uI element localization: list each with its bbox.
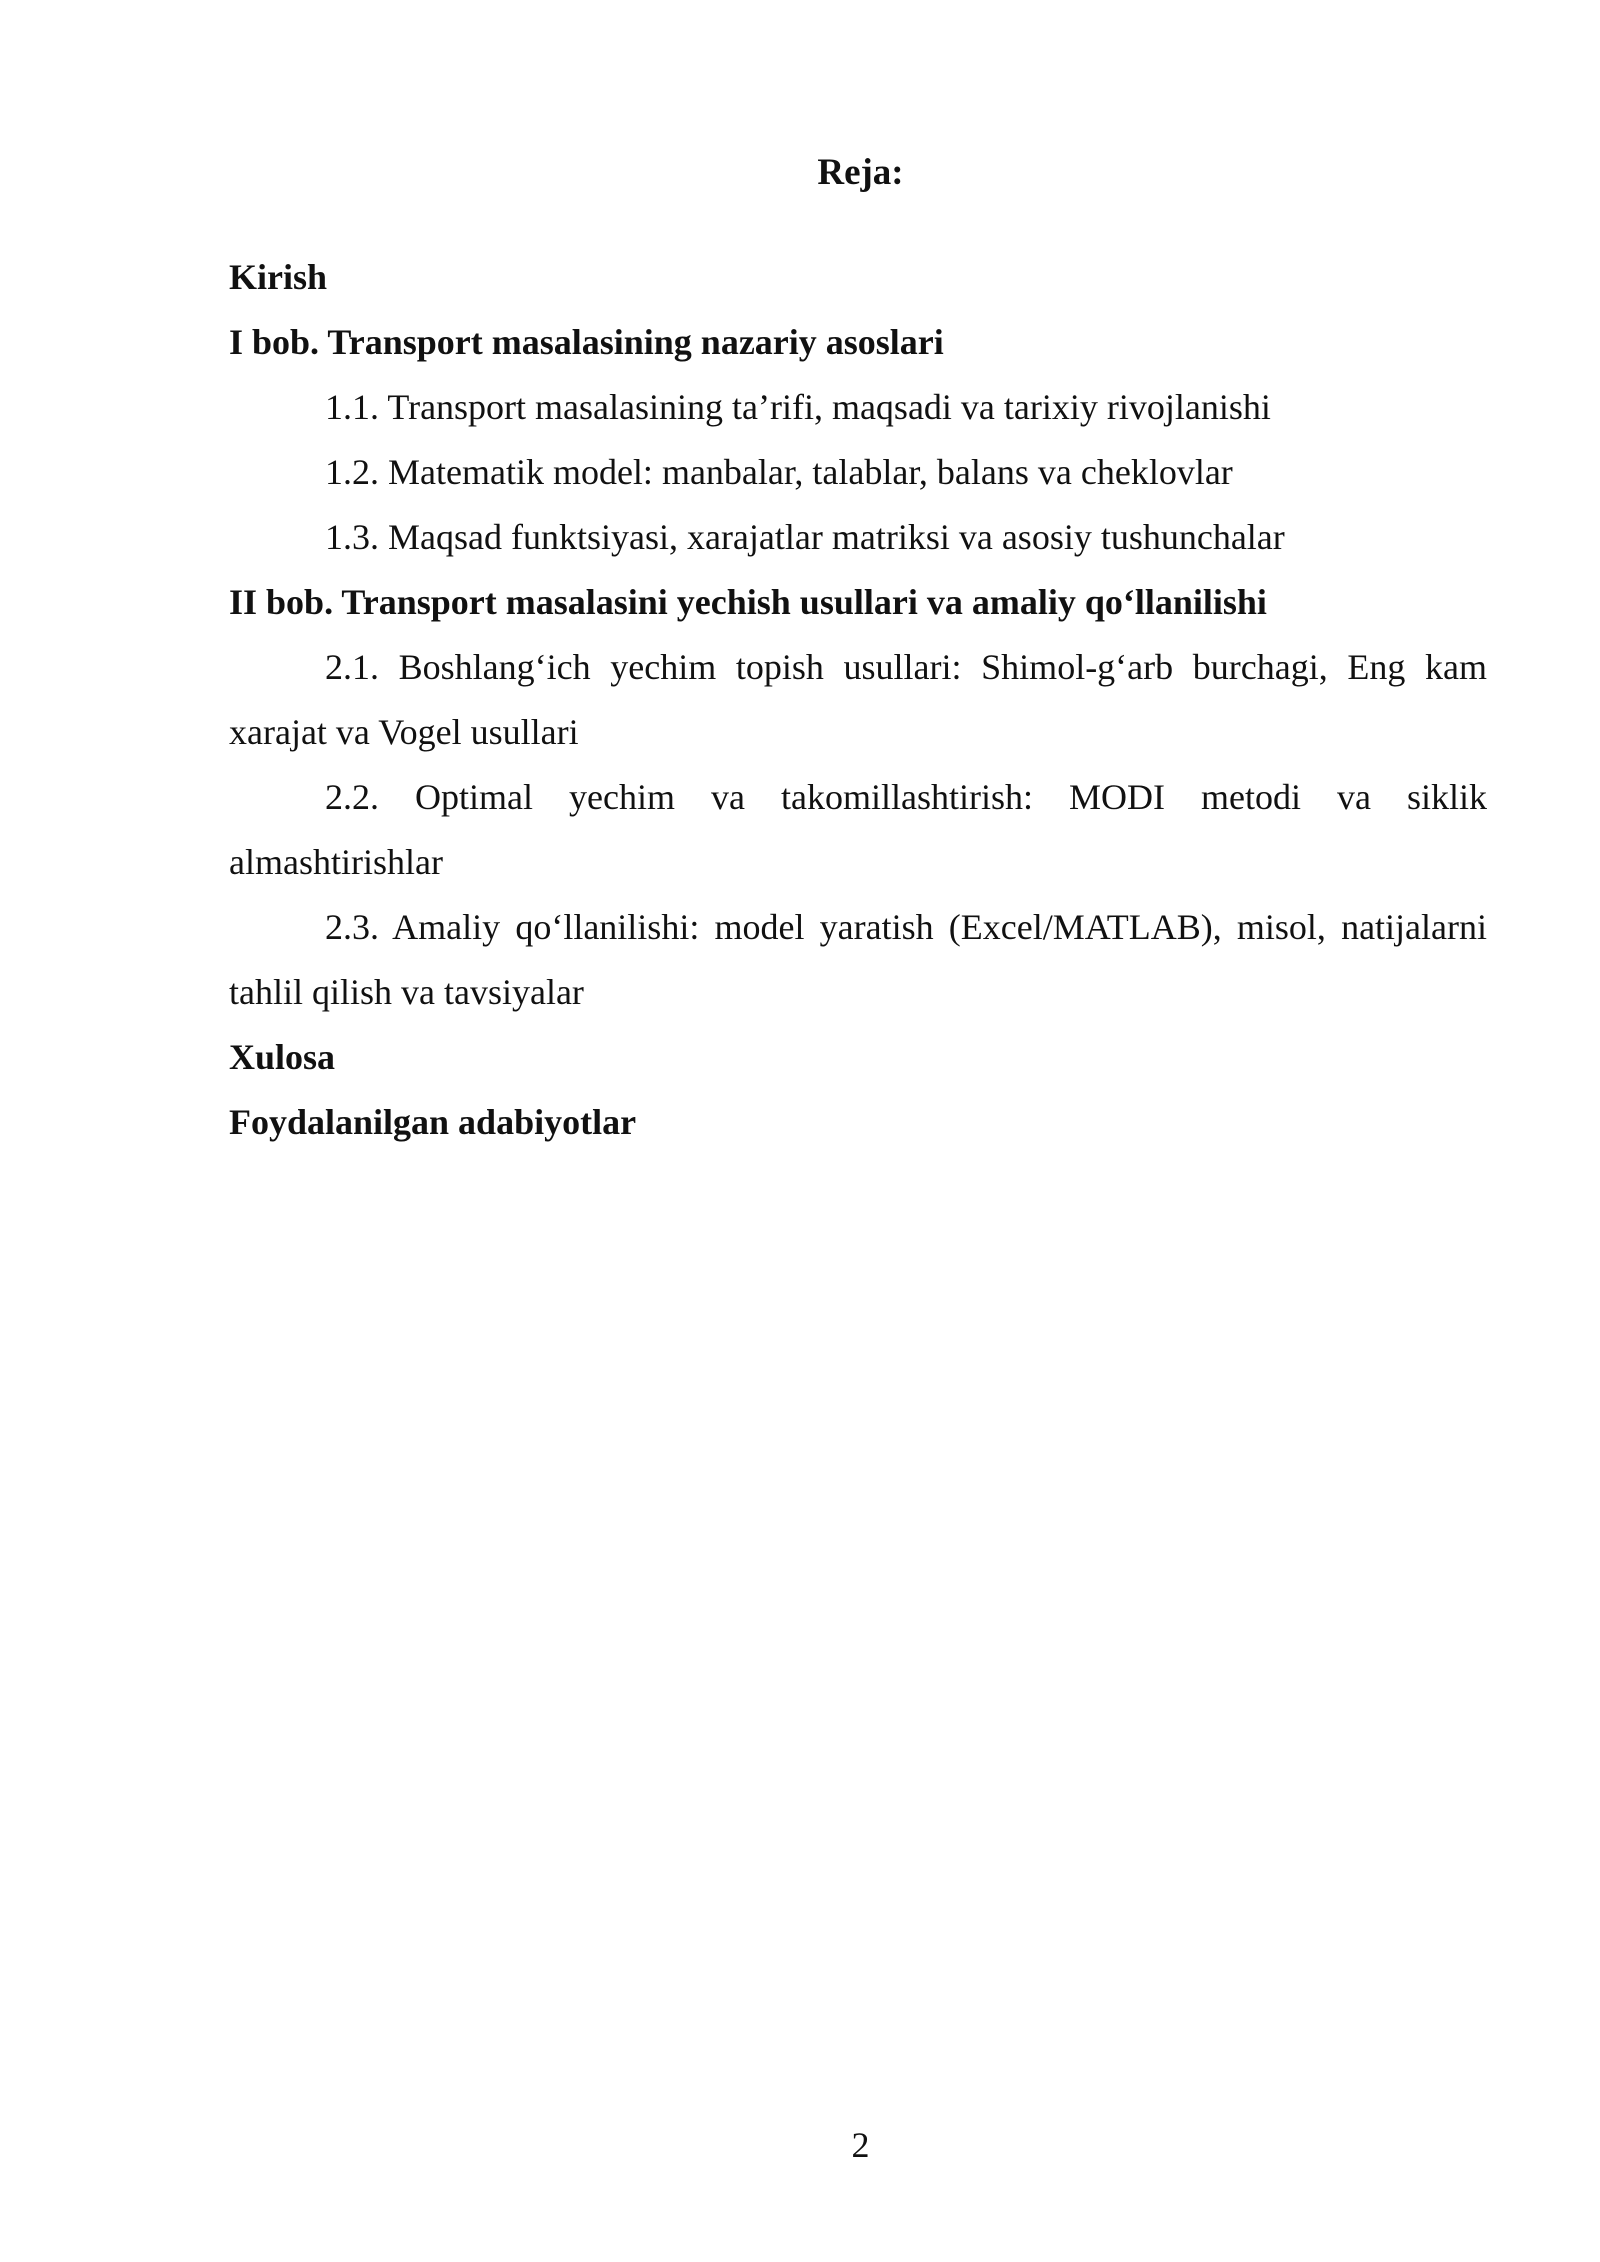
- toc-item-2-2: 2.2. Optimal yechim va takomillashtirish: MODI metodi va siklik almashtirishlar: [229, 777, 1487, 882]
- toc-item-1-3: 1.3. Maqsad funktsiyasi, xarajatlar matriksi va asosiy tushunchalar: [325, 517, 1285, 557]
- toc-item-1-2: 1.2. Matematik model: manbalar, talablar, balans va cheklovlar: [325, 452, 1233, 492]
- toc-item-1-1: 1.1. Transport masalasining ta’rifi, maqsadi va tarixiy rivojlanishi: [325, 387, 1271, 427]
- toc-heading-conclusion: Xulosa: [229, 1037, 336, 1077]
- toc-item-2-1: 2.1. Boshlang‘ich yechim topish usullari: Shimol-g‘arb burchagi, Eng kam xarajat va Vogel usullari: [229, 647, 1487, 752]
- toc-heading-chapter-2: II bob. Transport masalasini yechish usullari va amaliy qo‘llanilishi: [229, 582, 1267, 622]
- table-of-contents: [229, 245, 1487, 1155]
- toc-heading-references: Foydalanilgan adabiyotlar: [229, 1102, 637, 1142]
- page-title: Reja:: [817, 152, 904, 193]
- page-number: 2: [851, 2125, 870, 2165]
- toc-heading-introduction: Kirish: [229, 257, 328, 297]
- toc-item-2-3: 2.3. Amaliy qo‘llanilishi: model yaratish (Excel/MATLAB), misol, natijalarni tahlil qilish va tavsiyalar: [229, 907, 1487, 1012]
- toc-heading-chapter-1: I bob. Transport masalasining nazariy asoslari: [229, 322, 944, 362]
